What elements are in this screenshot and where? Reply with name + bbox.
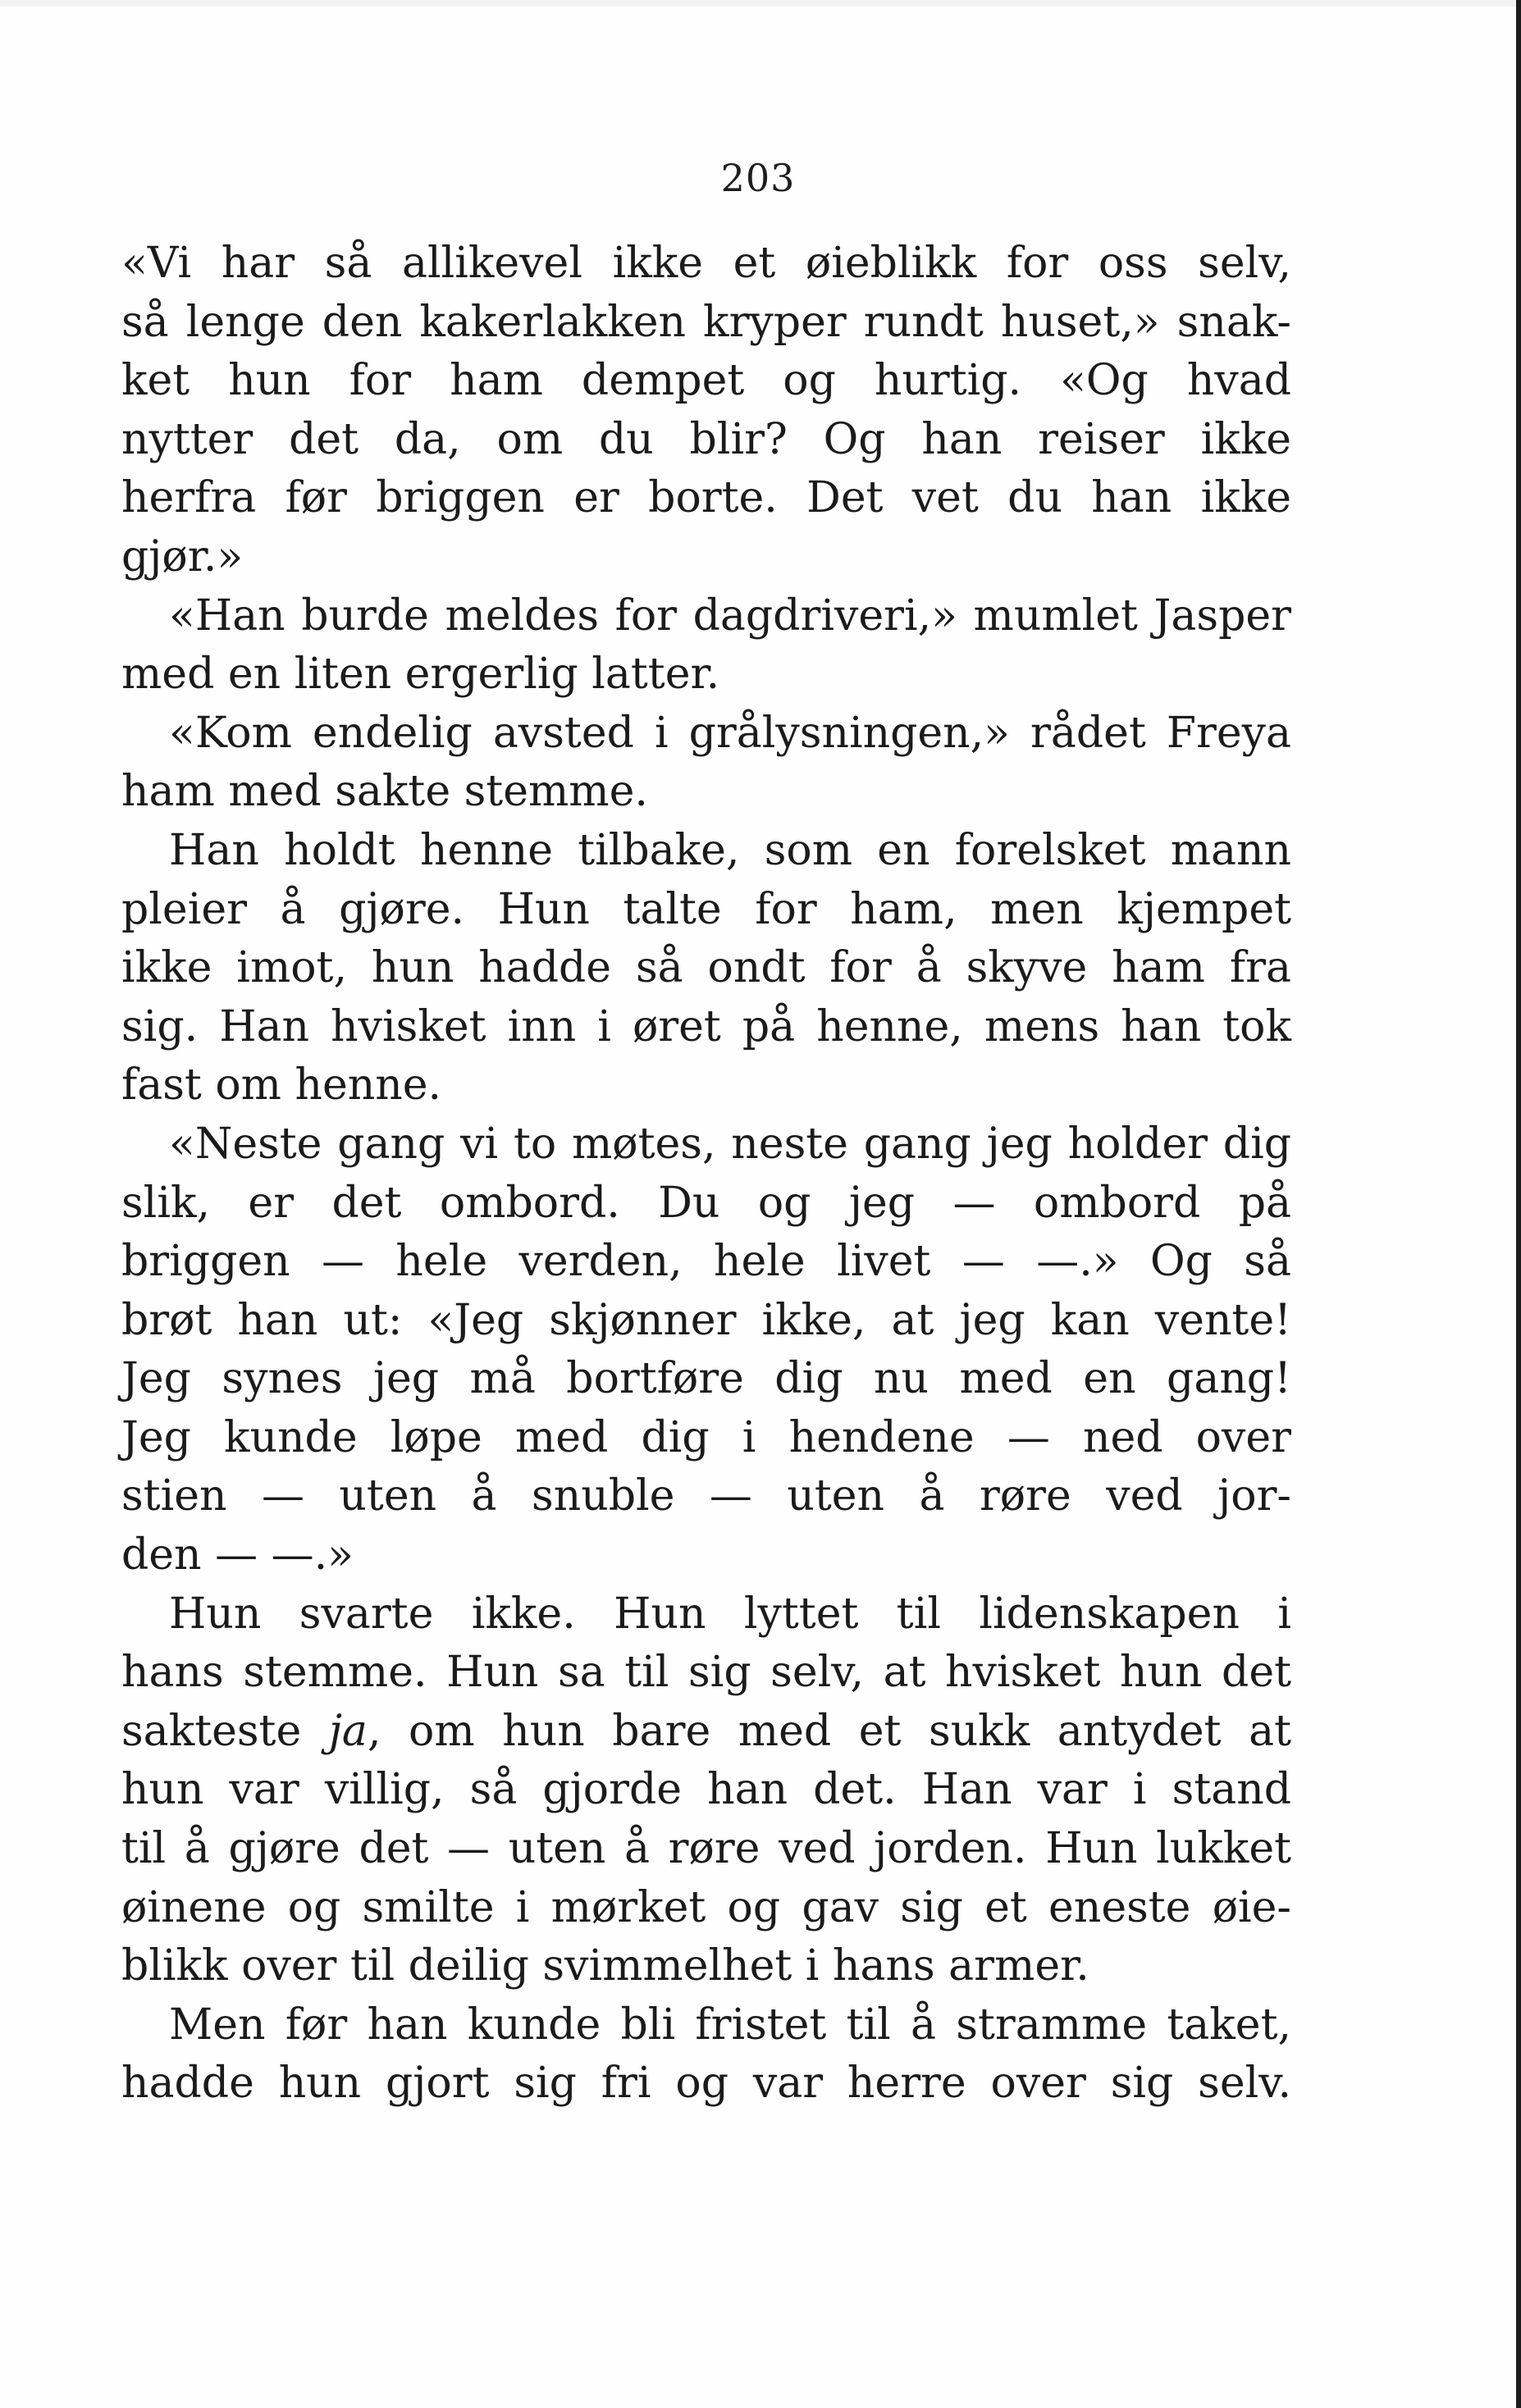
text-line: briggen — hele verden, hele livet — —.» Og så	[121, 1237, 1291, 1287]
text-line: ham med sakte stemme.	[121, 767, 648, 817]
text-line: fast om henne.	[121, 1060, 442, 1111]
text-line: brøt han ut: «Jeg skjønner ikke, at jeg kan vente!	[121, 1295, 1291, 1345]
body-text	[121, 235, 1291, 2114]
text-line: til å gjøre det — uten å røre ved jorden. Hun lukket	[121, 1824, 1291, 1874]
text-line: «Kom endelig avsted i grålysningen,» rådet Freya	[169, 708, 1291, 758]
text-line: «Neste gang vi to møtes, neste gang jeg holder dig	[169, 1119, 1291, 1169]
text-line: ket hun for ham dempet og hurtig. «Og hvad	[121, 356, 1291, 406]
text-line: Jeg synes jeg må bortføre dig nu med en gang!	[121, 1354, 1291, 1404]
text-line: med en liten ergerlig latter.	[121, 650, 720, 700]
text-line: blikk over til deilig svimmelhet i hans armer.	[121, 1941, 1089, 1991]
text-line: den — —.»	[121, 1530, 354, 1580]
text-line: sakteste ja, om hun bare med et sukk antydet at	[121, 1706, 1291, 1756]
text-line: «Han burde meldes for dagdriveri,» mumlet Jasper	[169, 591, 1291, 641]
text-line: slik, er det ombord. Du og jeg — ombord på	[121, 1178, 1291, 1228]
text-line: herfra før briggen er borte. Det vet du han ikke	[121, 473, 1291, 523]
text-line: så lenge den kakerlakken kryper rundt huset,» snak-	[121, 297, 1291, 347]
text-line: Men før han kunde bli fristet til å stramme taket,	[169, 2000, 1291, 2050]
text-line: Han holdt henne tilbake, som en forelsket mann	[169, 825, 1291, 875]
text-line: stien — uten å snuble — uten å røre ved jor-	[121, 1471, 1291, 1521]
text-line: «Vi har så allikevel ikke et øieblikk for oss selv,	[121, 239, 1291, 288]
page-top-edge	[0, 0, 1516, 7]
text-line: ikke imot, hun hadde så ondt for å skyve ham fra	[121, 943, 1291, 993]
text-line: nytter det da, om du blir? Og han reiser ikke	[121, 414, 1291, 464]
text-line: øinene og smilte i mørket og gav sig et eneste øie-	[121, 1882, 1291, 1932]
text-line: Hun svarte ikke. Hun lyttet til lidenskapen i	[169, 1589, 1291, 1639]
text-line: Jeg kunde løpe med dig i hendene — ned over	[121, 1412, 1291, 1462]
text-line: hun var villig, så gjorde han det. Han var i stand	[121, 1765, 1291, 1815]
text-line: sig. Han hvisket inn i øret på henne, mens han tok	[121, 1001, 1291, 1051]
text-line: gjør.»	[121, 531, 244, 581]
page-number: 203	[720, 156, 796, 200]
text-line: pleier å gjøre. Hun talte for ham, men kjempet	[121, 884, 1291, 934]
text-line: hans stemme. Hun sa til sig selv, at hvisket hun det	[121, 1648, 1291, 1698]
text-line: hadde hun gjort sig fri og var herre over sig selv.	[121, 2059, 1291, 2109]
